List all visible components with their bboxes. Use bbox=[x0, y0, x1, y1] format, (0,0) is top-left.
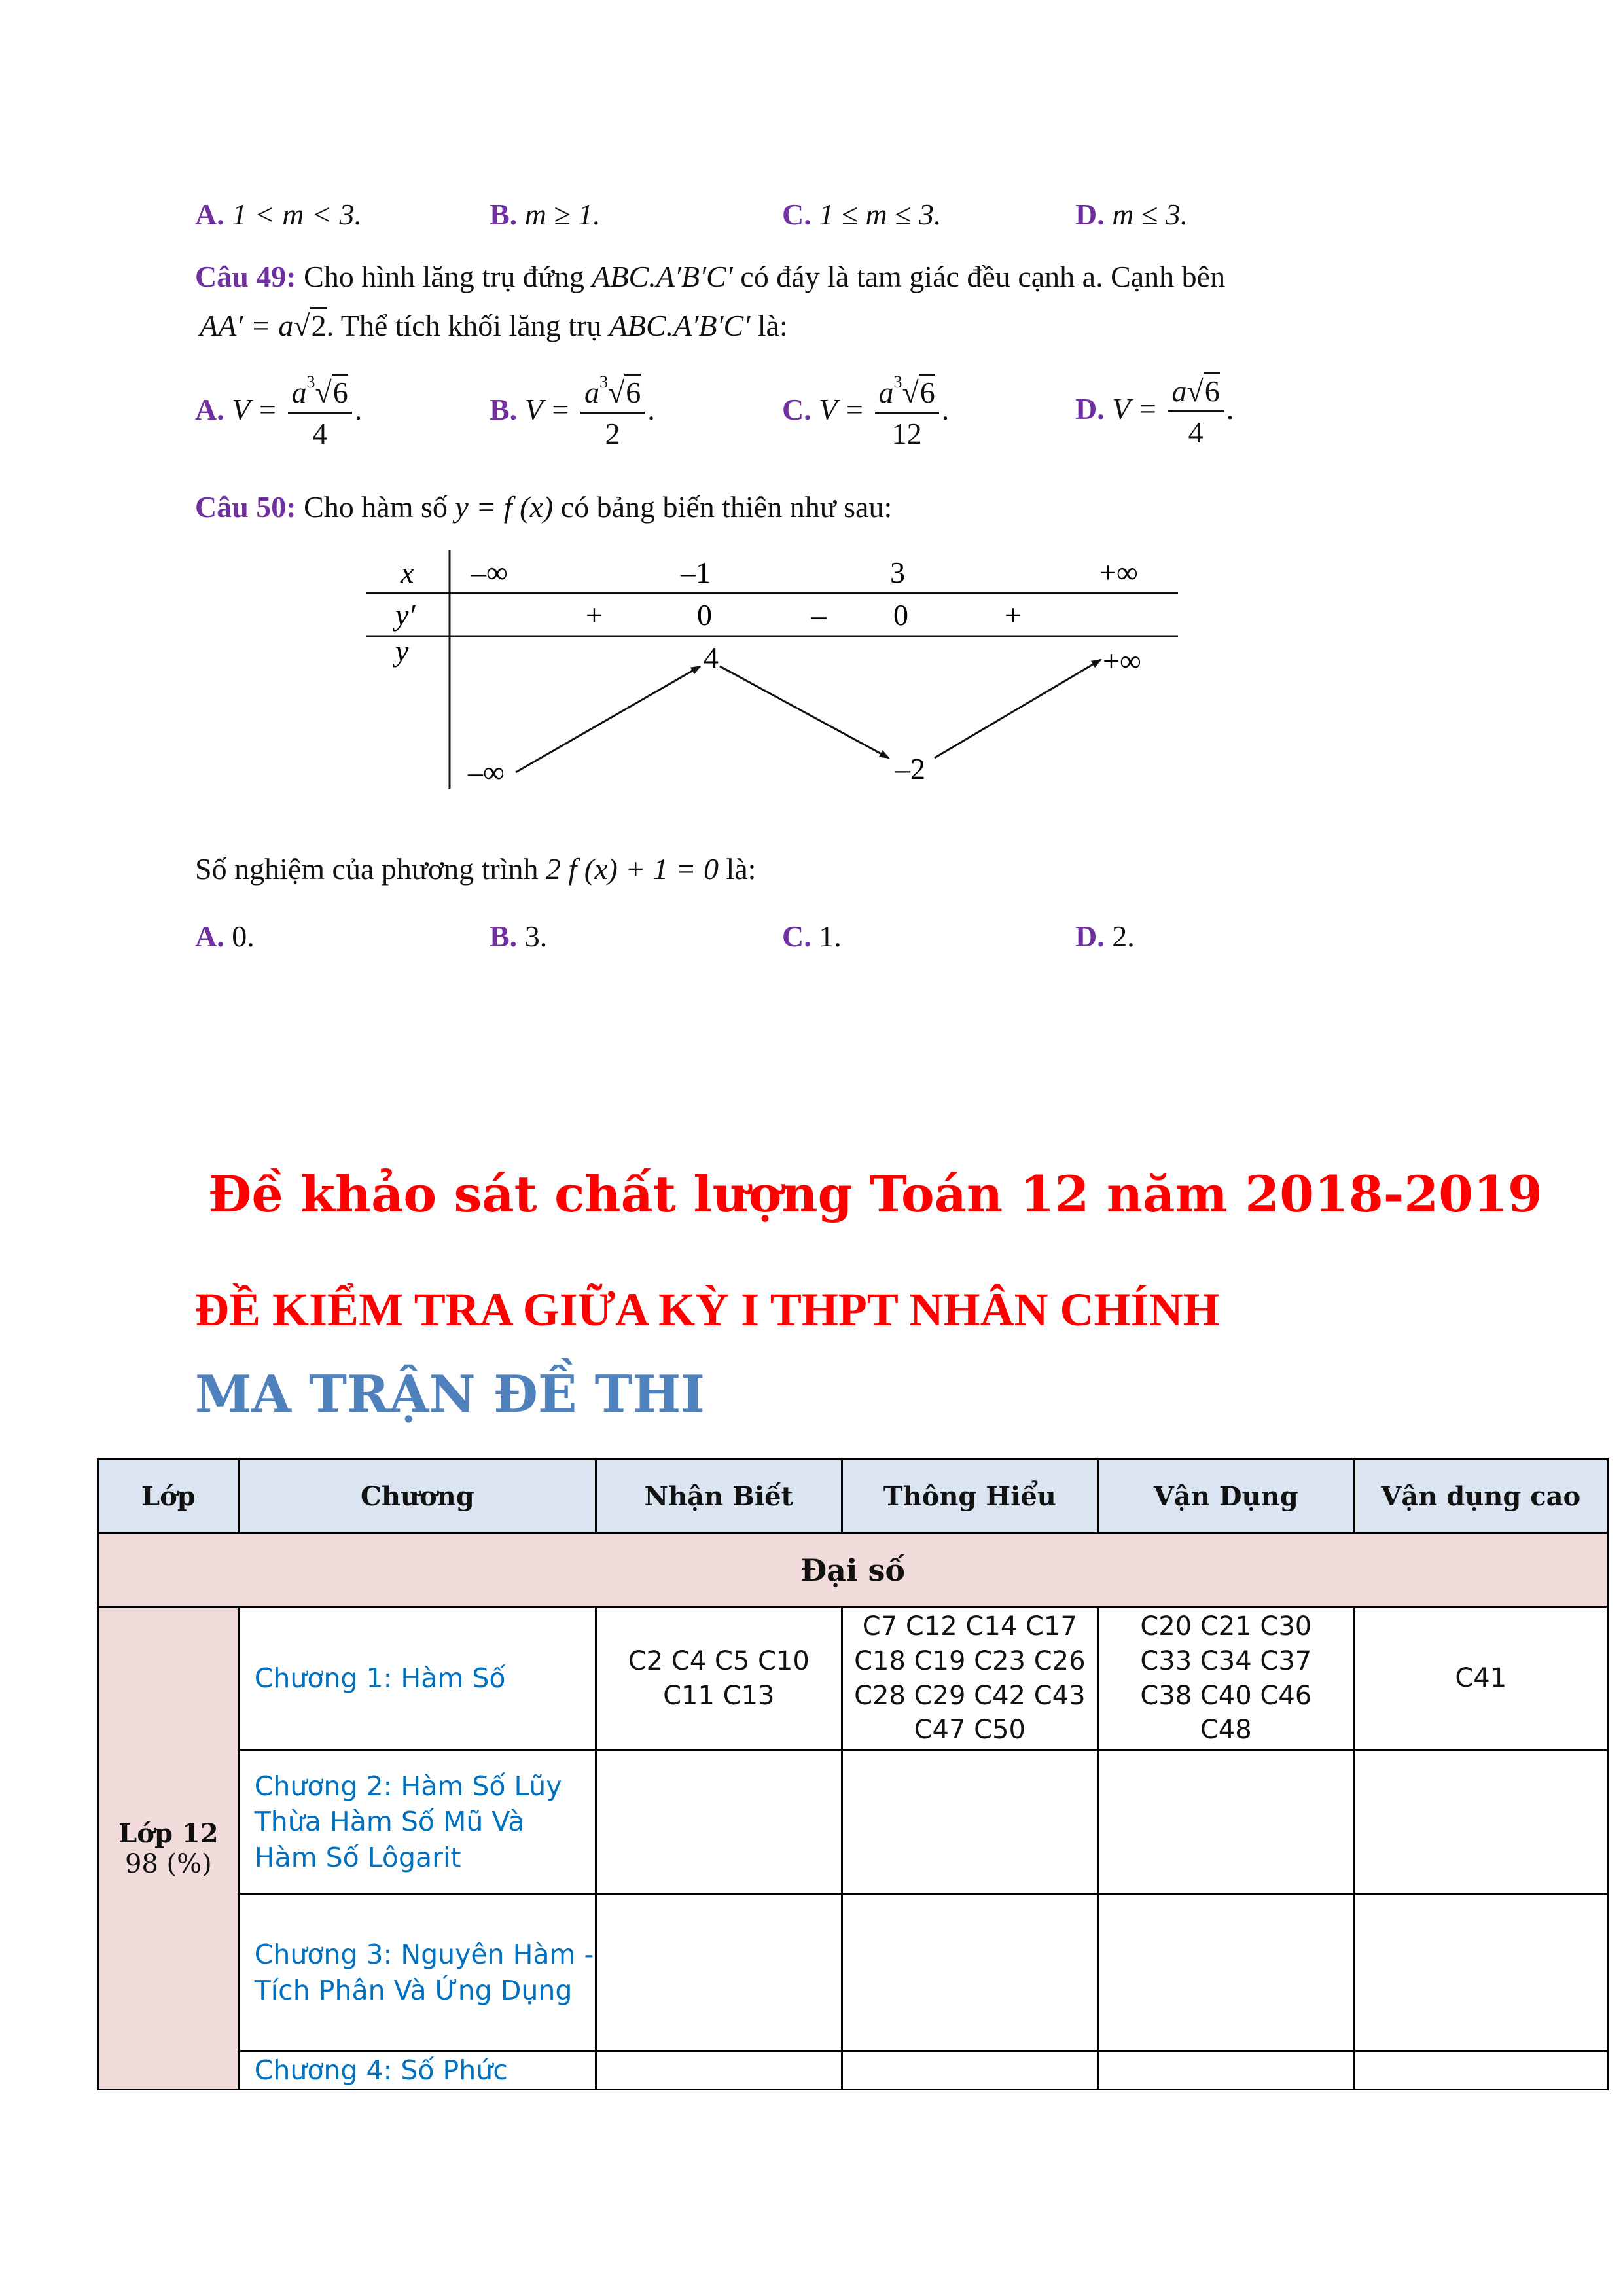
exam-matrix-table bbox=[97, 1458, 1609, 2090]
header-cell: Nhận Biết bbox=[596, 1460, 842, 1534]
table-row bbox=[98, 1750, 1608, 1894]
advanced-application-cell bbox=[1354, 1750, 1607, 1894]
question-text: . Thể tích khối lăng trụ bbox=[326, 309, 602, 342]
fraction: $\frac{a^3√6}{4}$ bbox=[288, 376, 352, 449]
q49-answer-c: C. V = $\frac{a^3√6}{12}$ . bbox=[782, 372, 950, 450]
q50-question bbox=[195, 854, 756, 884]
q50-answer-d bbox=[1075, 922, 1135, 952]
grade-label: Lớp 12 bbox=[118, 1818, 219, 1849]
question-text: Cho hàm số bbox=[304, 490, 448, 524]
prism-name: ABC.A′B′C′ bbox=[592, 260, 733, 293]
increase-arrow bbox=[935, 660, 1101, 758]
advanced-application-cell bbox=[1354, 1894, 1607, 2051]
recognition-cell bbox=[596, 2051, 842, 2090]
q48-answer-b bbox=[490, 200, 601, 230]
q49-answer-b: B. V = $\frac{a^3√6}{2}$ . bbox=[490, 372, 655, 450]
decrease-arrow bbox=[720, 666, 889, 758]
q49-line1 bbox=[195, 262, 1225, 292]
table-row bbox=[98, 1607, 1608, 1750]
fraction: $\frac{a^3√6}{2}$ bbox=[580, 376, 645, 449]
application-cell bbox=[1098, 2051, 1354, 2090]
yprime-value: 0 bbox=[697, 598, 712, 632]
recognition-cell bbox=[596, 1894, 842, 2051]
question-text: Cho hình lăng trụ đứng bbox=[304, 260, 584, 293]
advanced-application-cell bbox=[1354, 2051, 1607, 2090]
comprehension-cell bbox=[842, 1894, 1098, 2051]
application-cell bbox=[1098, 1894, 1354, 2051]
prism-name: ABC.A′B′C′ bbox=[609, 309, 751, 342]
yprime-label: y′ bbox=[395, 598, 416, 632]
answer-label: A. bbox=[195, 920, 224, 953]
question-text: là: bbox=[757, 309, 788, 342]
answer-label: C. bbox=[782, 393, 812, 427]
q49-line2: AA′ = a√2. Thể tích khối lăng trụ ABC.A′B′C′ là: bbox=[200, 311, 788, 341]
header-cell: Vận dụng cao bbox=[1354, 1460, 1607, 1534]
header-cell: Vận Dụng bbox=[1098, 1460, 1354, 1534]
application-cell: C20 C21 C30 C33 C34 C37 C38 C40 C46 C48 bbox=[1098, 1607, 1354, 1750]
recognition-cell: C2 C4 C5 C10 C11 C13 bbox=[596, 1607, 842, 1750]
answer-label: A. bbox=[195, 198, 224, 231]
answer-label: B. bbox=[490, 393, 518, 427]
answer-text: 1. bbox=[819, 920, 842, 953]
q49-answer-d: D. V = $\frac{a√6}{4}$ . bbox=[1075, 376, 1234, 448]
section-row bbox=[98, 1534, 1608, 1607]
q50-answer-b bbox=[490, 922, 547, 952]
x-value: –1 bbox=[681, 556, 711, 589]
advanced-application-cell: C41 bbox=[1354, 1607, 1607, 1750]
edge-expression: AA′ = a bbox=[200, 309, 294, 342]
exam-title: ĐỀ KIỂM TRA GIỮA KỲ I THPT NHÂN CHÍNH bbox=[195, 1283, 1220, 1336]
x-value: +∞ bbox=[1099, 556, 1138, 589]
answer-label: C. bbox=[782, 920, 812, 953]
y-value-end: +∞ bbox=[1103, 644, 1141, 677]
page-title: Đề khảo sát chất lượng Toán 12 năm 2018-2019 bbox=[208, 1165, 1543, 1223]
x-value: 3 bbox=[890, 556, 905, 589]
volume-symbol: V = bbox=[524, 393, 571, 427]
volume-symbol: V = bbox=[1112, 392, 1158, 426]
variation-table bbox=[366, 550, 1185, 798]
q48-answer-d bbox=[1075, 200, 1188, 230]
volume-symbol: V = bbox=[232, 393, 278, 427]
increase-arrow bbox=[516, 666, 700, 772]
section-title: Đại số bbox=[98, 1534, 1608, 1607]
answer-text: 2. bbox=[1112, 920, 1135, 953]
question-text: có đáy là tam giác đều cạnh a. Cạnh bên bbox=[740, 260, 1226, 293]
sqrt-value: 2 bbox=[310, 307, 327, 342]
header-cell: Lớp bbox=[98, 1460, 240, 1534]
answer-label: B. bbox=[490, 198, 518, 231]
comprehension-cell: C7 C12 C14 C17 C18 C19 C23 C26 C28 C29 C42 C43 C47 C50 bbox=[842, 1607, 1098, 1750]
question-text: là: bbox=[726, 852, 757, 886]
x-value: –∞ bbox=[471, 556, 508, 589]
comprehension-cell bbox=[842, 2051, 1098, 2090]
header-cell: Chương bbox=[239, 1460, 596, 1534]
y-value-min: –2 bbox=[895, 752, 925, 785]
question-label: Câu 49: bbox=[195, 260, 296, 293]
question-label: Câu 50: bbox=[195, 490, 296, 524]
equation: 2 f (x) + 1 = 0 bbox=[546, 852, 719, 886]
x-label: x bbox=[401, 556, 414, 589]
answer-label: D. bbox=[1075, 920, 1105, 953]
answer-text: 0. bbox=[232, 920, 255, 953]
chapter-cell: Chương 3: Nguyên Hàm - Tích Phân Và Ứng Dụng bbox=[239, 1894, 596, 2051]
answer-label: A. bbox=[195, 393, 224, 427]
yprime-value: 0 bbox=[893, 598, 908, 632]
chapter-cell: Chương 1: Hàm Số bbox=[239, 1607, 596, 1750]
q49-answer-a: A. V = $\frac{a^3√6}{4}$ . bbox=[195, 372, 363, 450]
q48-answer-c bbox=[782, 200, 941, 230]
volume-symbol: V = bbox=[819, 393, 865, 427]
grade-cell bbox=[98, 1607, 240, 2090]
table-row bbox=[98, 1894, 1608, 2051]
answer-label: D. bbox=[1075, 198, 1105, 231]
grade-percent: 98 (%) bbox=[124, 1848, 212, 1879]
q50-answer-a bbox=[195, 922, 255, 952]
question-text: có bảng biến thiên như sau: bbox=[560, 490, 893, 524]
q50-answer-c bbox=[782, 922, 842, 952]
q48-answer-a bbox=[195, 200, 362, 230]
answer-text: m ≤ 3. bbox=[1112, 198, 1188, 231]
table-row bbox=[98, 2051, 1608, 2090]
answer-label: B. bbox=[490, 920, 518, 953]
answer-label: D. bbox=[1075, 392, 1105, 426]
function-name: y = f (x) bbox=[455, 490, 554, 524]
answer-text: m ≥ 1. bbox=[524, 198, 601, 231]
yprime-sign: + bbox=[1005, 598, 1022, 632]
comprehension-cell bbox=[842, 1750, 1098, 1894]
answer-text: 3. bbox=[524, 920, 548, 953]
fraction: $\frac{a√6}{4}$ bbox=[1168, 376, 1224, 448]
yprime-sign: + bbox=[586, 598, 603, 632]
q50-line1 bbox=[195, 492, 892, 522]
chapter-cell: Chương 4: Số Phức bbox=[239, 2051, 596, 2090]
matrix-title: MA TRẬN ĐỀ THI bbox=[195, 1365, 705, 1424]
yprime-sign: – bbox=[812, 598, 827, 632]
y-value-start: –∞ bbox=[468, 755, 505, 789]
header-row bbox=[98, 1460, 1608, 1534]
chapter-cell: Chương 2: Hàm Số Lũy Thừa Hàm Số Mũ Và Hàm Số Lôgarit bbox=[239, 1750, 596, 1894]
recognition-cell bbox=[596, 1750, 842, 1894]
answer-label: C. bbox=[782, 198, 812, 231]
answer-text: 1 ≤ m ≤ 3. bbox=[819, 198, 942, 231]
application-cell bbox=[1098, 1750, 1354, 1894]
y-value-max: 4 bbox=[704, 641, 719, 674]
answer-text: 1 < m < 3. bbox=[232, 198, 363, 231]
fraction: $\frac{a^3√6}{12}$ bbox=[875, 376, 939, 449]
header-cell: Thông Hiểu bbox=[842, 1460, 1098, 1534]
question-text: Số nghiệm của phương trình bbox=[195, 852, 539, 886]
y-label: y bbox=[395, 634, 409, 668]
